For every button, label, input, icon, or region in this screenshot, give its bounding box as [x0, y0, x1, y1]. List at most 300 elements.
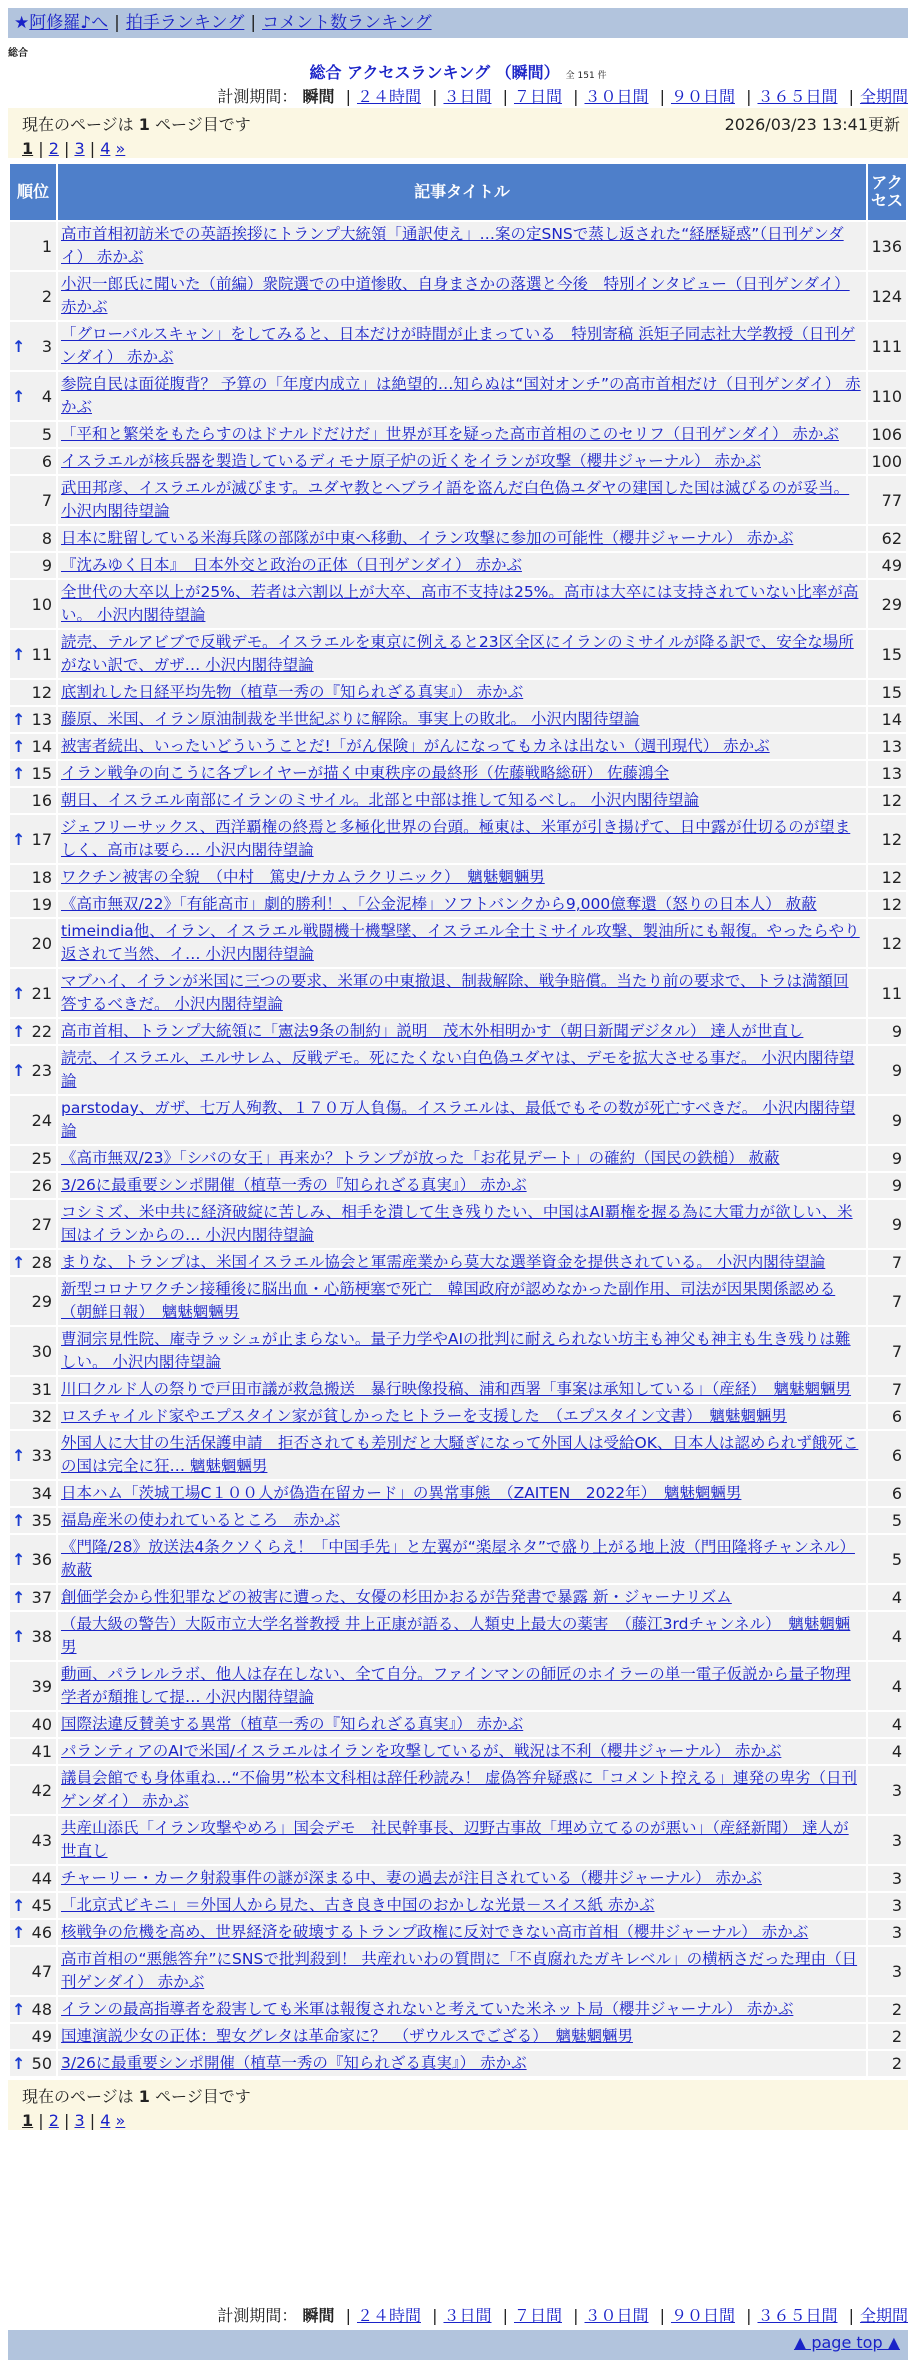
article-link[interactable]: 国際法違反賛美する異常（植草一秀の『知られざる真実』） 赤かぶ — [61, 1715, 524, 1733]
rank-number: 15 — [31, 764, 52, 783]
period-90d[interactable]: ９０日間 — [670, 2306, 735, 2325]
table-row — [10, 322, 906, 370]
rank-number: 28 — [31, 1253, 52, 1272]
article-link[interactable]: 高市首相初訪米での英語挨拶にトランプ大統領「通訳使え」…案の定SNSで蒸し返された“経歴疑惑”（日刊ゲンダイ） 赤かぶ — [61, 225, 844, 266]
article-link[interactable]: 読売、テルアビブで反戦デモ。イスラエルを東京に例えると23区全区にイランのミサイルが降る訳で、安全な場所がない訳で、ガザ… 小沢内閣待望論 — [61, 633, 854, 674]
rank-number: 26 — [31, 1176, 52, 1195]
access-count: 14 — [868, 707, 906, 732]
top-nav-bar — [8, 8, 908, 38]
page-2-link[interactable]: 2 — [48, 2111, 59, 2130]
title-cell — [58, 322, 866, 370]
access-count: 4 — [868, 1739, 906, 1764]
page-3-link[interactable]: 3 — [74, 139, 85, 158]
title-cell — [58, 680, 866, 705]
rank-number: 50 — [31, 2054, 52, 2073]
table-row — [10, 1997, 906, 2022]
rank-cell — [10, 1327, 56, 1375]
rank-number: 2 — [41, 286, 52, 306]
period-365d[interactable]: ３６５日間 — [757, 2306, 838, 2325]
rank-number: 7 — [41, 490, 52, 510]
rank-number: 35 — [31, 1511, 52, 1530]
title-cell — [58, 919, 866, 967]
title-cell — [58, 1327, 866, 1375]
rank-up-icon: ↑ — [12, 336, 26, 356]
title-cell — [58, 1404, 866, 1429]
access-count: 13 — [868, 734, 906, 759]
article-link[interactable]: 藤原、米国、イラン原油制裁を半世紀ぶりに解除。事実上の敗北。 小沢内閣待望論 — [61, 710, 640, 728]
article-link[interactable]: 国連演説少女の正体：聖女グレタは革命家に？ （ザウルスでござる） 魑魅魍魎男 — [61, 2027, 633, 2045]
title-cell — [58, 372, 866, 420]
table-row — [10, 1250, 906, 1275]
article-link[interactable]: 参院自民は面従腹背？ 予算の「年度内成立」は絶望的…知らぬは“国対オンチ”の高市首相だけ（日刊ゲンダイ） 赤かぶ — [61, 375, 861, 416]
table-row — [10, 1277, 906, 1325]
page-status: 現在のページは 1 ページ目です — [22, 2087, 251, 2106]
table-row — [10, 553, 906, 578]
access-count: 3 — [868, 1866, 906, 1891]
access-count: 4 — [868, 1662, 906, 1710]
article-link[interactable]: 動画、パラレルラボ、他人は存在しない、全て自分。ファインマンの師匠のホイラーの単一電子仮説から量子物理学者が頽推して提… 小沢内閣待望論 — [61, 1665, 851, 1706]
title-cell — [58, 1585, 866, 1610]
title-cell — [58, 1377, 866, 1402]
period-365d[interactable]: ３６５日間 — [757, 87, 838, 106]
access-count: 111 — [868, 322, 906, 370]
period-3d[interactable]: ３日間 — [443, 2306, 492, 2325]
period-selector-top: 計測期間： 瞬間 | ２４時間 | ３日間 | ７日間 | ３０日間 | ９０日間 | ３６５日間 | 全期間 — [217, 87, 908, 106]
title-cell — [58, 761, 866, 786]
rank-cell — [10, 1481, 56, 1506]
rank-cell — [10, 449, 56, 474]
title-cell — [58, 422, 866, 447]
access-count: 9 — [868, 1200, 906, 1248]
article-link[interactable]: コシミズ、米中共に経済破綻に苦しみ、相手を潰して生き残りたい、中国はAI覇権を握る為に大電力が欲しい、米国はイランからの… 小沢内閣待望論 — [61, 1203, 853, 1244]
access-count: 7 — [868, 1277, 906, 1325]
article-link[interactable]: 福島産米の使われているところ 赤かぶ — [61, 1511, 341, 1529]
star-icon[interactable]: ★ — [14, 13, 30, 33]
rank-number: 16 — [31, 791, 52, 810]
article-link[interactable]: 《門隆/28》放送法4条クソくらえ！「中国手先」と左翼が“楽屋ネタ”で盛り上がる地上波（門田隆将チャンネル） 赦蔽 — [61, 1538, 855, 1579]
rank-up-icon: ↑ — [12, 1022, 26, 1041]
page-title: 総合 アクセスランキング （瞬間） — [309, 63, 560, 82]
access-count: 62 — [868, 526, 906, 551]
title-cell — [58, 892, 866, 917]
article-link[interactable]: 外国人に大甘の生活保護申請 拒否されても差別だと大騒ぎになって外国人は受給OK、日本人は認められず餓死この国は完全に狂… 魑魅魍魎男 — [61, 1434, 859, 1475]
rank-cell — [10, 272, 56, 320]
rank-cell — [10, 680, 56, 705]
rank-number: 43 — [31, 1830, 52, 1850]
access-count: 12 — [868, 919, 906, 967]
table-row — [10, 2024, 906, 2049]
page-1-current: 1 — [22, 2111, 34, 2130]
table-row — [10, 1920, 906, 1945]
article-link[interactable]: 全世代の大卒以上が25%、若者は六割以上が大卒、高市不支持は25%。高市は大卒には支持されていない比率が高い。 小沢内閣待望論 — [61, 583, 859, 624]
rank-number: 3 — [41, 336, 52, 356]
table-row — [10, 1766, 906, 1814]
rank-up-icon: ↑ — [12, 386, 26, 406]
rank-number: 40 — [31, 1715, 52, 1734]
article-link[interactable]: 高市首相、トランプ大統領に「憲法9条の制約」説明 茂木外相明かす（朝日新聞デジタル） 達人が世直し — [61, 1022, 804, 1040]
title-cell — [58, 1662, 866, 1710]
rank-cell — [10, 865, 56, 890]
rank-number: 31 — [31, 1380, 52, 1399]
rank-cell — [10, 1146, 56, 1171]
access-count: 9 — [868, 1173, 906, 1198]
table-row — [10, 1612, 906, 1660]
article-link[interactable]: 日本に駐留している米海兵隊の部隊が中東へ移動、イラン攻撃に参加の可能性（櫻井ジャーナル） 赤かぶ — [61, 529, 794, 547]
rank-up-icon: ↑ — [12, 829, 26, 849]
rank-number: 21 — [31, 983, 52, 1003]
access-count: 3 — [868, 1766, 906, 1814]
access-count: 110 — [868, 372, 906, 420]
period-all[interactable]: 全期間 — [859, 2306, 908, 2325]
rank-cell — [10, 1947, 56, 1995]
rank-number: 47 — [31, 1961, 52, 1981]
access-count: 4 — [868, 1712, 906, 1737]
period-selector-bottom: 計測期間： 瞬間 | ２４時間 | ３日間 | ７日間 | ３０日間 | ９０日間 | ３６５日間 | 全期間 — [217, 2306, 908, 2325]
rank-cell — [10, 372, 56, 420]
title-cell — [58, 1046, 866, 1094]
article-link[interactable]: parstoday、ガザ、七万人殉教、１７０万人負傷。イスラエルは、最低でもその数が死亡すべきだ。 小沢内閣待望論 — [61, 1099, 856, 1140]
pagination: 1 | 2 | 3 | 4 » — [22, 139, 126, 158]
table-row — [10, 1377, 906, 1402]
access-count: 15 — [868, 630, 906, 678]
rank-number: 14 — [31, 737, 52, 756]
access-count: 9 — [868, 1146, 906, 1171]
article-link[interactable]: 《高市無双/22》「有能高市」劇的勝利！、「公金泥棒」ソフトバンクから9,000億奪還（怒りの日本人） 赦蔽 — [61, 895, 817, 913]
rank-header: 順位 — [10, 164, 56, 220]
title-cell — [58, 2051, 866, 2076]
page-4-link[interactable]: 4 — [100, 2111, 111, 2130]
clap-ranking-link[interactable]: 拍手ランキング — [125, 13, 245, 33]
rank-number: 11 — [31, 644, 52, 664]
period-24h[interactable]: ２４時間 — [356, 2306, 421, 2325]
title-cell — [58, 1816, 866, 1864]
rank-cell — [10, 1612, 56, 1660]
table-row — [10, 1662, 906, 1710]
access-count: 7 — [868, 1327, 906, 1375]
rank-cell — [10, 1893, 56, 1918]
access-count: 3 — [868, 1947, 906, 1995]
article-link[interactable]: 議員会館でも身体重ね…“不倫男”松本文科相は辞任秒読み！ 虚偽答弁疑惑に「コメント控える」連発の卑劣（日刊ゲンダイ） 赤かぶ — [61, 1769, 857, 1810]
rank-number: 24 — [31, 1110, 52, 1130]
page-1-current: 1 — [22, 139, 34, 158]
rank-up-icon: ↑ — [12, 2054, 26, 2073]
table-row — [10, 1866, 906, 1891]
table-row — [10, 969, 906, 1017]
article-link[interactable]: 新型コロナワクチン接種後に脳出血・心筋梗塞で死亡 韓国政府が認めなかった副作用、司法が因果関係認める（朝鮮日報） 魑魅魍魎男 — [61, 1280, 836, 1321]
access-count: 49 — [868, 553, 906, 578]
category-label: 総合 — [8, 48, 28, 59]
rank-number: 46 — [31, 1923, 52, 1942]
rank-cell — [10, 1662, 56, 1710]
page-4-link[interactable]: 4 — [100, 139, 111, 158]
rank-number: 12 — [31, 683, 52, 702]
nav-separator: | — [114, 13, 120, 33]
access-count: 136 — [868, 222, 906, 270]
rank-number: 8 — [41, 529, 52, 548]
rank-up-icon: ↑ — [12, 1923, 26, 1942]
rank-cell — [10, 2024, 56, 2049]
rank-number: 19 — [31, 895, 52, 914]
page-status: 現在のページは 1 ページ目です — [22, 115, 251, 134]
rank-cell — [10, 734, 56, 759]
access-count: 100 — [868, 449, 906, 474]
title-cell — [58, 630, 866, 678]
access-count: 4 — [868, 1585, 906, 1610]
rank-cell — [10, 1431, 56, 1479]
table-row — [10, 680, 906, 705]
article-link[interactable]: 『沈みゆく日本』 日本外交と政治の正体（日刊ゲンダイ） 赤かぶ — [61, 556, 522, 574]
rank-number: 23 — [31, 1060, 52, 1080]
rank-number: 49 — [31, 2027, 52, 2046]
article-link[interactable]: ワクチン被害の全貌 （中村 篤史/ナカムラクリニック） 魑魅魍魎男 — [61, 868, 545, 886]
rank-up-icon: ↑ — [12, 1588, 26, 1607]
table-row — [10, 1535, 906, 1583]
rank-number: 38 — [31, 1626, 52, 1646]
title-cell — [58, 1766, 866, 1814]
rank-cell — [10, 1173, 56, 1198]
access-count: 12 — [868, 815, 906, 863]
period-7d[interactable]: ７日間 — [513, 2306, 562, 2325]
title-cell — [58, 1947, 866, 1995]
article-link[interactable]: 日本ハム「茨城工場C１００人が偽造在留カード」の異常事態 （ZAITEN 2022年） 魑魅魍魎男 — [61, 1484, 742, 1502]
article-link[interactable]: 川口クルド人の祭りで戸田市議が救急搬送 暴行映像投稿、浦和西署「事案は承知している」（産経） 魑魅魍魎男 — [61, 1380, 852, 1398]
table-row — [10, 1046, 906, 1094]
page-info-bottom — [8, 2080, 908, 2130]
article-link[interactable]: 高市首相の“悪態答弁”にSNSで批判殺到！ 共産れいわの質問に「不貞腐れたガキレベル」の横柄さだった理由（日刊ゲンダイ） 赤かぶ — [61, 1950, 858, 1991]
rank-up-icon: ↑ — [12, 1896, 26, 1915]
table-row — [10, 526, 906, 551]
article-link[interactable]: ジェフリーサックス、西洋覇権の終焉と多極化世界の台頭。極東は、米軍が引き揚げて、日中露が仕切るのが望ましく、高市は要ら… 小沢内閣待望論 — [61, 818, 851, 859]
rank-up-icon: ↑ — [12, 644, 26, 664]
rank-up-icon: ↑ — [12, 737, 26, 756]
title-cell — [58, 815, 866, 863]
table-row — [10, 892, 906, 917]
rank-cell — [10, 222, 56, 270]
rank-number: 32 — [31, 1407, 52, 1426]
article-link[interactable]: 武田邦彦、イスラエルが滅びます。ユダヤ教とヘブライ語を盗んだ白色偽ユダヤの建国した国は滅びるのが妥当。 小沢内閣待望論 — [61, 479, 850, 520]
title-cell — [58, 969, 866, 1017]
article-link[interactable]: 「北京式ビキニ」＝外国人から見た、古き良き中国のおかしな光景－スイス紙 赤かぶ — [61, 1896, 655, 1914]
access-count: 9 — [868, 1096, 906, 1144]
article-link[interactable]: 3/26に最重要シンポ開催（植草一秀の『知られざる真実』） 赤かぶ — [61, 1176, 527, 1194]
title-cell — [58, 1712, 866, 1737]
rank-up-icon: ↑ — [12, 764, 26, 783]
title-cell — [58, 1920, 866, 1945]
rank-cell — [10, 1766, 56, 1814]
rank-cell — [10, 1046, 56, 1094]
rank-up-icon: ↑ — [12, 1511, 26, 1530]
pagination: 1 | 2 | 3 | 4 » — [22, 2111, 126, 2130]
table-row — [10, 1146, 906, 1171]
access-count: 3 — [868, 1816, 906, 1864]
period-90d[interactable]: ９０日間 — [670, 87, 735, 106]
table-row — [10, 1431, 906, 1479]
access-count: 3 — [868, 1920, 906, 1945]
table-row — [10, 580, 906, 628]
access-count: 106 — [868, 422, 906, 447]
title-cell — [58, 2024, 866, 2049]
article-link[interactable]: 小沢一郎氏に聞いた（前編）衆院選での中道惨敗、自身まさかの落選と今後 特別インタビュー（日刊ゲンダイ） 赤かぶ — [61, 275, 850, 316]
access-count: 2 — [868, 2024, 906, 2049]
title-cell — [58, 1250, 866, 1275]
page-2-link[interactable]: 2 — [48, 139, 59, 158]
table-row — [10, 1096, 906, 1144]
access-count: 15 — [868, 680, 906, 705]
rank-number: 22 — [31, 1022, 52, 1041]
page-top-link[interactable]: ▲ page top ▲ — [793, 2333, 900, 2352]
access-count: 7 — [868, 1377, 906, 1402]
rank-cell — [10, 322, 56, 370]
rank-up-icon: ↑ — [12, 1549, 26, 1569]
title-cell — [58, 1481, 866, 1506]
rank-up-icon: ↑ — [12, 983, 26, 1003]
rank-number: 30 — [31, 1341, 52, 1361]
rank-cell — [10, 815, 56, 863]
rank-cell — [10, 526, 56, 551]
next-page-link[interactable]: » — [115, 2111, 126, 2130]
table-row — [10, 788, 906, 813]
table-row — [10, 449, 906, 474]
article-link[interactable]: イスラエルが核兵器を製造しているディモナ原子炉の近くをイランが攻撃（櫻井ジャーナル） 赤かぶ — [61, 452, 761, 470]
rank-number: 1 — [41, 236, 52, 256]
rank-cell — [10, 1200, 56, 1248]
article-link[interactable]: 《高市無双/23》「シバの女王」再来か？トランプが放った「お花見デート」の確約（国民の鉄槌） 赦蔽 — [61, 1149, 780, 1167]
article-link[interactable]: timeindia他、イラン、イスラエル戦闘機十機撃墜、イスラエル全土ミサイル攻撃、製油所にも報復。やったらやり返されて当然、イ… 小沢内閣待望論 — [61, 922, 860, 963]
title-cell — [58, 476, 866, 524]
rank-cell — [10, 553, 56, 578]
ranking-table — [8, 162, 908, 2078]
rank-cell — [10, 761, 56, 786]
period-24h[interactable]: ２４時間 — [356, 87, 421, 106]
rank-cell — [10, 1508, 56, 1533]
home-link[interactable]: 阿修羅♪へ — [29, 13, 109, 33]
rank-number: 13 — [31, 710, 52, 729]
table-row — [10, 1739, 906, 1764]
article-link[interactable]: 創価学会から性犯罪などの被害に遭った、女優の杉田かおるが告発書で暴露 新・ジャーナリズム — [61, 1588, 732, 1606]
title-cell — [58, 222, 866, 270]
article-link[interactable]: パランティアのAIで米国/イスラエルはイランを攻撃しているが、戦況は不利（櫻井ジャーナル） 赤かぶ — [61, 1742, 782, 1760]
rank-cell — [10, 1535, 56, 1583]
article-link[interactable]: まりな、トランプは、米国イスラエル協会と軍需産業から莫大な選挙資金を提供されている。 小沢内閣待望論 — [61, 1253, 826, 1271]
rank-cell — [10, 969, 56, 1017]
article-link[interactable]: 被害者続出、いったいどういうことだ!「がん保険」がんになってもカネは出ない（週刊現代） 赤かぶ — [61, 737, 770, 755]
title-cell — [58, 1277, 866, 1325]
rank-number: 45 — [31, 1896, 52, 1915]
rank-number: 6 — [41, 452, 52, 471]
article-link[interactable]: ロスチャイルド家やエプスタイン家が貧しかったヒトラーを支援した （エプスタイン文書） 魑魅魍魎男 — [61, 1407, 787, 1425]
access-count: 12 — [868, 865, 906, 890]
period-7d[interactable]: ７日間 — [513, 87, 562, 106]
rank-up-icon: ↑ — [12, 710, 26, 729]
access-count: 124 — [868, 272, 906, 320]
article-link[interactable]: 曹洞宗見性院、庵寺ラッシュが止まらない。量子力学やAIの批判に耐えられない坊主も神父も神主も生き残りは難しい。 小沢内閣待望論 — [61, 1330, 851, 1371]
access-count: 13 — [868, 761, 906, 786]
period-all[interactable]: 全期間 — [859, 87, 908, 106]
rank-number: 9 — [41, 556, 52, 575]
rank-number: 20 — [31, 933, 52, 953]
table-row — [10, 761, 906, 786]
title-cell — [58, 1200, 866, 1248]
title-cell — [58, 553, 866, 578]
article-link[interactable]: 朝日、イスラエル南部にイランのミサイル。北部と中部は推して知るべし。 小沢内閣待望論 — [61, 791, 699, 809]
rank-cell — [10, 1997, 56, 2022]
rank-number: 39 — [31, 1676, 52, 1696]
rank-up-icon: ↑ — [12, 1060, 26, 1080]
table-row — [10, 2051, 906, 2076]
access-count: 12 — [868, 892, 906, 917]
rank-up-icon: ↑ — [12, 1626, 26, 1646]
article-link[interactable]: 「平和と繁栄をもたらすのはドナルドだけだ」世界が耳を疑った高市首相のこのセリフ（日刊ゲンダイ） 赤かぶ — [61, 425, 839, 443]
table-row — [10, 734, 906, 759]
rank-number: 37 — [31, 1588, 52, 1607]
title-header: 記事タイトル — [58, 164, 866, 220]
rank-cell — [10, 476, 56, 524]
rank-number: 42 — [31, 1780, 52, 1800]
article-link[interactable]: イラン戦争の向こうに各プレイヤーが描く中東秩序の最終形（佐藤戦略総研） 佐藤鴻全 — [61, 764, 670, 782]
rank-cell — [10, 1019, 56, 1044]
title-cell — [58, 1096, 866, 1144]
article-link[interactable]: 共産山添氏「イラン攻撃やめろ」国会デモ 社民幹事長、辺野古事故「埋め立てるのが悪い」（産経新聞） 達人が世直し — [61, 1819, 849, 1860]
rank-cell — [10, 1096, 56, 1144]
rank-number: 18 — [31, 868, 52, 887]
footer-bar — [8, 2330, 908, 2360]
period-30d[interactable]: ３０日間 — [584, 2306, 649, 2325]
article-link[interactable]: 「グローバルスキャン」をしてみると、日本だけが時間が止まっている 特別寄稿 浜矩子同志社大学教授（日刊ゲンダイ） 赤かぶ — [61, 325, 856, 366]
rank-cell — [10, 2051, 56, 2076]
rank-number: 4 — [41, 386, 52, 406]
article-link[interactable]: チャーリー・カーク射殺事件の謎が深まる中、妻の過去が注目されている（櫻井ジャーナル） 赤かぶ — [61, 1869, 762, 1887]
article-link[interactable]: 読売、イスラエル、エルサレム、反戦デモ。死にたくない白色偽ユダヤは、デモを拡大させる事だ。 小沢内閣待望論 — [61, 1049, 855, 1090]
next-page-link[interactable]: » — [115, 139, 126, 158]
rank-up-icon: ↑ — [12, 1253, 26, 1272]
period-label: 計測期間： — [217, 87, 298, 106]
rank-number: 33 — [31, 1445, 52, 1465]
article-link[interactable]: 底割れした日経平均先物（植草一秀の『知られざる真実』） 赤かぶ — [61, 683, 524, 701]
rank-up-icon: ↑ — [12, 2000, 26, 2019]
rank-number: 29 — [31, 1291, 52, 1311]
page-title-line — [0, 60, 916, 83]
period-3d[interactable]: ３日間 — [443, 87, 492, 106]
table-row — [10, 1019, 906, 1044]
table-row — [10, 707, 906, 732]
access-count: 6 — [868, 1404, 906, 1429]
access-count: 77 — [868, 476, 906, 524]
table-row — [10, 1585, 906, 1610]
title-cell — [58, 1739, 866, 1764]
rank-number: 17 — [31, 829, 52, 849]
article-link[interactable]: イランの最高指導者を殺害しても米軍は報復されないと考えていた米ネット局（櫻井ジャーナル） 赤かぶ — [61, 2000, 794, 2018]
rank-cell — [10, 580, 56, 628]
table-row — [10, 1404, 906, 1429]
article-link[interactable]: （最大級の警告）大阪市立大学名誉教授 井上正康が語る、人類史上最大の薬害 （藤江3rdチャンネル） 魑魅魍魎男 — [61, 1615, 851, 1656]
table-row — [10, 1173, 906, 1198]
title-cell — [58, 1866, 866, 1891]
page-3-link[interactable]: 3 — [74, 2111, 85, 2130]
period-active: 瞬間 — [302, 87, 335, 106]
title-cell — [58, 449, 866, 474]
rank-cell — [10, 1866, 56, 1891]
title-cell — [58, 707, 866, 732]
period-30d[interactable]: ３０日間 — [584, 87, 649, 106]
article-link[interactable]: マブハイ、イランが米国に三つの要求、米軍の中東撤退、制裁解除、戦争賠償。当たり前の要求で、トラは満額回答するべきだ。 小沢内閣待望論 — [61, 972, 849, 1013]
title-cell — [58, 1997, 866, 2022]
rank-number: 27 — [31, 1214, 52, 1234]
access-count: 2 — [868, 2051, 906, 2076]
article-link[interactable]: 核戦争の危機を高め、世界経済を破壊するトランプ政権に反対できない高市首相（櫻井ジャーナル） 赤かぶ — [61, 1923, 809, 1941]
article-link[interactable]: 3/26に最重要シンポ開催（植草一秀の『知られざる真実』） 赤かぶ — [61, 2054, 527, 2072]
access-count: 7 — [868, 1250, 906, 1275]
comment-ranking-link[interactable]: コメント数ランキング — [262, 13, 432, 33]
